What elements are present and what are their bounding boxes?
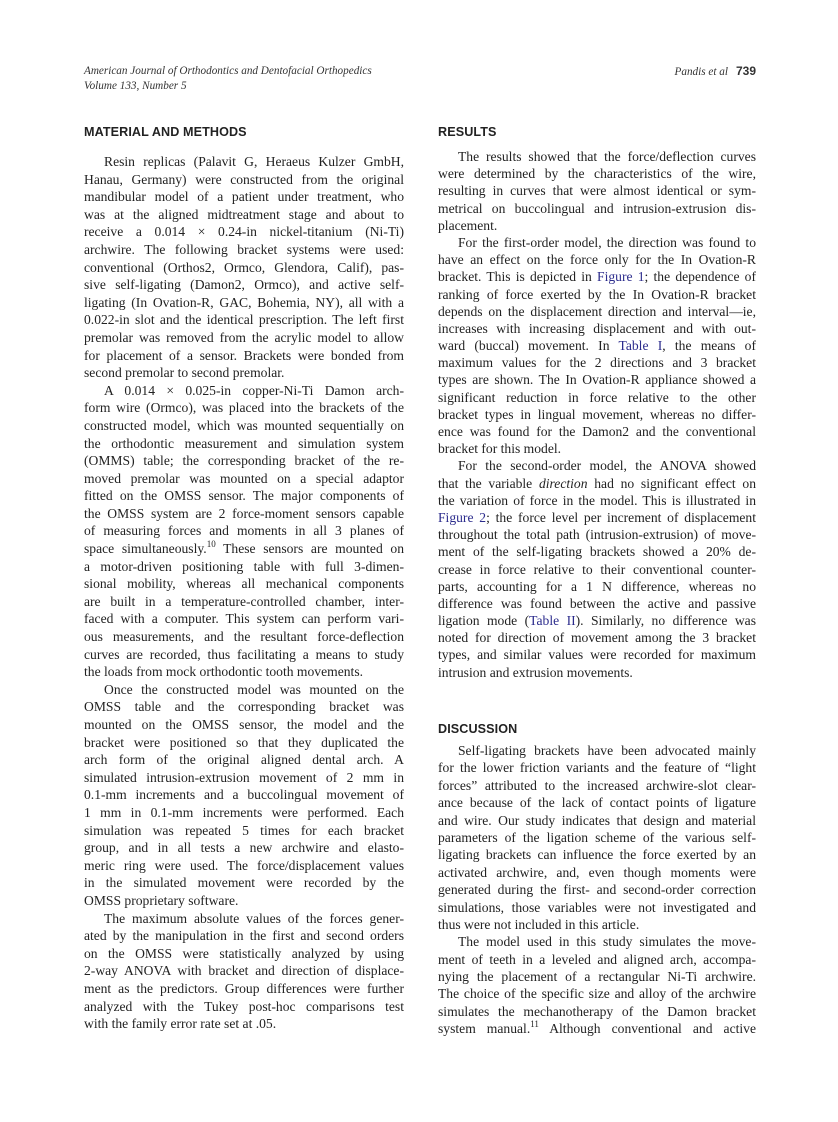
text-line: Hanau, Germany) were constructed from the original (84, 171, 404, 187)
text-line: the variation of force in the model. This is illustrated in (438, 492, 756, 508)
paragraph (84, 910, 404, 1033)
text-line: throughout the total path (intrusion-extrusion) of move- (438, 527, 756, 543)
text-line: constructed model, which was mounted sequentially on (84, 417, 404, 433)
text-line: types are shown. The In Ovation-R appliance showed a (438, 372, 756, 388)
text-line: ence was found for the Damon2 and the conventional (438, 424, 756, 439)
text-line: a motor-driven positioning table with full 3-dimen- (84, 558, 404, 574)
text-line: meric ring were used. The force/displacement values (84, 857, 404, 873)
text-line: 0.1-mm increments and a buccolingual movement of (84, 787, 404, 803)
text-line: The maximum absolute values of the forces gener- (104, 910, 404, 926)
text-segment: ward (buccal) movement. In (438, 338, 619, 354)
text-segment: Although conventional and active (538, 1021, 756, 1037)
text-line (438, 475, 756, 492)
text-line: maximum values for the 2 directions and 3 bracket (438, 355, 756, 371)
cross-reference-link[interactable]: Table II (529, 613, 576, 629)
text-segment: that the variable (438, 475, 539, 491)
text-line: The results showed that the force/deflection curves (458, 149, 756, 164)
text-line: faced with a computer. This system can perform vari- (84, 611, 404, 627)
text-line: form wire (Ormco), was placed into the brackets of the (84, 400, 404, 416)
paragraph (84, 153, 404, 382)
text-segment: system manual. (438, 1021, 531, 1037)
text-line: was at the aligned midtreatment stage and about to (84, 206, 404, 222)
text-line: placement. (438, 217, 498, 233)
text-line: crease in force relative to their conventional counter- (438, 561, 756, 577)
text-line: and wire. Our study indicates that design and material (438, 812, 756, 828)
text-line (84, 540, 404, 558)
results-body (438, 148, 756, 681)
text-line: second premolar to second premolar. (84, 365, 285, 381)
text-line: on the OMSS were statistically analyzed by using (84, 945, 404, 961)
text-line: ous measurements, and the resultant force-deflection (84, 629, 404, 645)
paragraph (84, 681, 404, 910)
text-line: simulations, those variables were not investigated and (438, 899, 756, 915)
text-line: OMSS proprietary software. (84, 892, 239, 908)
text-segment: ; the dependence of (644, 269, 756, 285)
text-line: mandibular model of a patient under treatment, who (84, 189, 404, 205)
text-line: resulting in curves that were almost identical or sym- (438, 183, 756, 199)
text-line (438, 337, 756, 354)
text-line (438, 612, 756, 629)
authors: Pandis et al (674, 66, 728, 78)
text-line: are built in a temperature-controlled chamber, inter- (84, 593, 404, 609)
text-line: Resin replicas (Palavit G, Heraeus Kulzer GmbH, (104, 154, 404, 169)
text-line: ligating brackets can influence the force exerted by an (438, 847, 756, 863)
text-line: the OMSS system are 2 force-moment sensors capable (84, 505, 404, 521)
text-line: sive self-ligating (Damon2, Ormco), and active self- (84, 277, 404, 293)
text-line: activated archwire, and, even though moments were (438, 864, 756, 880)
text-line: 0.022-in slot and the identical prescription. The left first (84, 312, 404, 328)
text-line: premolar was removed from the acrylic model to allow (84, 329, 404, 345)
text-segment: , the means of (662, 338, 756, 354)
text-line: conventional (Orthos2, Ormco, Glendora, Calif), pas- (84, 259, 404, 275)
italic-term: direction (538, 475, 588, 491)
text-line: difference was found between the active and passive (438, 595, 756, 611)
text-line: arch form of the original aligned dental arch. A (84, 752, 404, 768)
text-line: simulated intrusion-extrusion movement of 2 mm in (84, 769, 404, 785)
text-line: simulates the mechanotherapy of the Damon bracket (438, 1003, 756, 1019)
text-line: generated during the first- and second-order correction (438, 882, 756, 898)
text-line: (OMMS) table; the corresponding bracket of the re- (84, 453, 404, 469)
text-line: simulation was repeated 5 times for each bracket (84, 822, 404, 838)
text-line: increases with increasing displacement and with out- (438, 320, 756, 336)
text-line: for placement of a sensor. Brackets were bonded from (84, 347, 404, 363)
section-heading-results: RESULTS (438, 125, 497, 139)
text-segment: bracket. This is depicted in (438, 269, 598, 285)
section-heading-methods: MATERIAL AND METHODS (84, 125, 247, 139)
text-line: nying the placement of a rectangular Ni-Ti archwire. (438, 969, 756, 985)
text-segment: ). Similarly, no difference was (575, 613, 756, 629)
paragraph (438, 234, 756, 457)
journal-title: American Journal of Orthodontics and Dentofacial Orthopedics (84, 65, 372, 77)
text-line: 2-way ANOVA with bracket and direction of displace- (84, 963, 404, 979)
paragraph (84, 382, 404, 681)
text-line: metrical on buccolingual and intrusion-extrusion dis- (438, 200, 756, 216)
text-line: ment as the predictors. Group differences were further (84, 980, 404, 996)
text-line: noted for direction of movement among the 3 bracket (438, 630, 756, 646)
text-segment: These sensors are mounted on (215, 541, 404, 557)
text-line: OMSS table and the corresponding bracket was (84, 699, 404, 715)
text-line: parameters of the ligation scheme of the various self- (438, 829, 756, 845)
discussion-body (438, 742, 756, 1038)
text-line (438, 268, 756, 285)
text-line: the loads from mock orthodontic tooth movements. (84, 664, 364, 680)
text-line: depends on the displacement direction and interval—ie, (438, 303, 756, 319)
text-line: curves are recorded, thus facilitating a means to study (84, 646, 404, 662)
cross-reference-link[interactable]: Table I (618, 338, 663, 354)
text-line: forces” attributed to the increased archwire-slot clear- (438, 777, 756, 793)
text-line: receive a 0.014 × 0.24-in nickel-titanium (Ni-Ti) (84, 224, 404, 240)
text-line: significant reduction in force relative to the other (438, 389, 756, 405)
paragraph (438, 742, 756, 933)
text-line: sional mobility, whereas all mechanical components (84, 576, 404, 592)
text-line: analyzed with the Tukey post-hoc comparisons test (84, 998, 404, 1014)
text-line: intrusion and extrusion movements. (438, 664, 633, 680)
text-segment: had no significant effect on (587, 475, 756, 491)
text-line: the orthodontic measurement and simulation system (84, 435, 404, 451)
text-line: ance because of the lack of contact points of ligature (438, 795, 756, 811)
paragraph (438, 148, 756, 234)
cross-reference-link[interactable]: Figure 1 (597, 269, 645, 285)
text-line: mounted on the OMSS sensor, the model and the (84, 717, 404, 732)
text-line: bracket were positioned so that they duplicated the (84, 734, 404, 750)
text-line: Once the constructed model was mounted on the (104, 681, 404, 697)
text-line: ranking of force exerted by the In Ovation-R bracket (438, 286, 756, 302)
text-line: ated by the manipulation in the first and second orders (84, 928, 404, 944)
journal-volume: Volume 133, Number 5 (84, 80, 187, 92)
paragraph (438, 933, 756, 1037)
text-line: 1 mm in 0.1-mm increments were performed. Each (84, 804, 404, 820)
text-segment: space simultaneously. (84, 541, 207, 557)
text-line: of measuring forces and moments in all 3 planes of (84, 523, 404, 539)
text-line: ment of the self-ligating brackets showed a 20% de- (438, 544, 756, 560)
methods-body (84, 153, 404, 1033)
text-line: The model used in this study simulates the move- (458, 934, 756, 950)
text-line (438, 509, 756, 526)
text-line: for the lower friction variants and the feature of “light (438, 760, 756, 776)
text-line: parts, accounting for a 1 N difference, whereas no (438, 578, 756, 594)
citation-superscript[interactable]: 10 (206, 540, 216, 550)
text-line: For the second-order model, the ANOVA showed (458, 458, 756, 474)
section-heading-discussion: DISCUSSION (438, 722, 518, 736)
text-line: A 0.014 × 0.025-in copper-Ni-Ti Damon arch- (104, 382, 404, 398)
cross-reference-link[interactable]: Figure 2 (438, 509, 487, 525)
text-line: were determined by the characteristics of the wire, (438, 166, 756, 182)
text-segment: ; the force level per increment of displacement (486, 509, 756, 525)
text-line: archwire. The following bracket systems were used: (84, 241, 404, 257)
text-line: ment of teeth in a leveled and aligned arch, accompa- (438, 951, 756, 967)
text-line: bracket for this model. (438, 441, 562, 457)
text-line: have an effect on the force only for the In Ovation-R (438, 252, 756, 268)
text-line: thus were not included in this article. (438, 916, 640, 932)
text-line: moved premolar was mounted on a special adaptor (84, 470, 404, 486)
text-line: with the family error rate set at .05. (84, 1016, 277, 1032)
text-line: The choice of the specific size and alloy of the archwire (438, 986, 756, 1002)
running-header-right (675, 64, 756, 80)
text-line: fitted on the OMSS sensor. The major components of (84, 488, 404, 504)
text-line: group, and in all tests a new archwire and elasto- (84, 840, 404, 856)
text-line: types, and similar values were recorded for maximum (438, 647, 756, 663)
text-line (438, 1020, 756, 1037)
text-line: bracket types in lingual movement, whereas no differ- (438, 406, 756, 422)
text-line: Self-ligating brackets have been advocated mainly (458, 743, 756, 758)
text-line: in the simulated movement were recorded by the (84, 875, 404, 891)
page-number: 739 (735, 64, 756, 78)
text-line: ligating (In Ovation-R, GAC, Bohemia, NY), all with a (84, 294, 404, 310)
text-line: For the first-order model, the direction was found to (458, 234, 756, 250)
paragraph (438, 457, 756, 680)
running-header-left (84, 64, 372, 94)
text-segment: ligation mode ( (438, 613, 530, 629)
citation-superscript[interactable]: 11 (530, 1020, 539, 1030)
